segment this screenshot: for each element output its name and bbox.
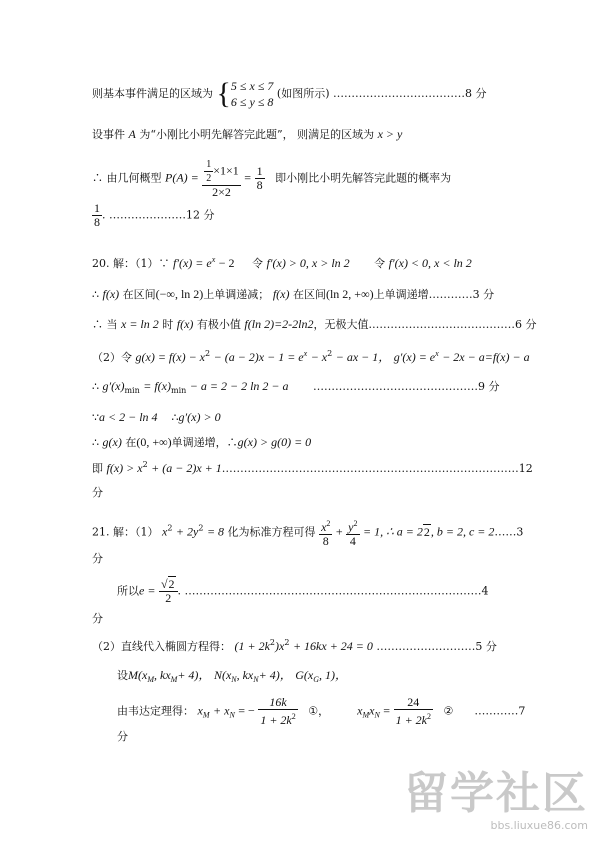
num-rest: ×1×1: [213, 163, 239, 178]
math: f′(x) < 0, x < ln 2: [388, 256, 472, 270]
num: 1: [256, 164, 263, 178]
text: ∴: [92, 380, 99, 393]
score: 5 分: [475, 640, 497, 653]
score: 12 分: [186, 208, 215, 222]
text: ∴ 由几何概型: [92, 171, 162, 185]
condition-line: [92, 410, 221, 425]
text: ，无极大值.: [313, 318, 373, 331]
den: 4: [349, 534, 356, 548]
fraction: [92, 202, 102, 229]
math: g′(x) > 0: [178, 410, 221, 424]
math: + 4)，: [177, 668, 211, 682]
math: − 2x − a=f(x) − a: [442, 350, 530, 364]
text: 设: [117, 669, 128, 682]
math: (−∞, ln 2): [155, 287, 204, 301]
subscript: min: [124, 386, 140, 395]
equals: =: [383, 703, 391, 718]
leader-dots: . …………………: [102, 208, 186, 222]
math: A: [128, 127, 136, 141]
math: M(x: [128, 668, 148, 682]
den: 8: [94, 215, 100, 229]
score-unit: 分: [92, 552, 103, 565]
text: 在区间: [122, 288, 156, 301]
math: a < 2 − ln 4: [99, 410, 158, 424]
den: 2×2: [212, 185, 231, 199]
num: y: [348, 520, 354, 534]
score: 3: [516, 525, 524, 539]
math: + 2y: [175, 524, 199, 539]
region-line: [92, 78, 487, 110]
text: 化为标准方程可得: [227, 525, 316, 539]
math: x: [162, 524, 168, 539]
math: x: [357, 703, 363, 718]
num: 16k: [258, 696, 297, 710]
eccentricity-line: [117, 578, 489, 605]
text: 有极小值: [196, 318, 241, 331]
math: g(x): [102, 435, 122, 449]
score-unit: 分: [92, 612, 103, 625]
text: 由韦达定理得：: [117, 704, 194, 718]
score: 4: [481, 584, 489, 598]
minimum-line: [92, 316, 537, 332]
score: 12: [518, 462, 533, 475]
text: ①，: [308, 704, 330, 718]
text: ∵: [92, 411, 99, 424]
math: G(x: [295, 668, 314, 682]
figure-note: (如图所示): [276, 87, 330, 100]
text: 即小刚比小明先解答完此题的概率为: [275, 171, 452, 185]
fraction: $\frac{√2}{2}$: [159, 578, 178, 605]
increasing-line: [92, 434, 311, 450]
math: − a = 2 − 2 ln 2 − a: [189, 379, 289, 393]
math: (ln 2, +∞): [325, 287, 374, 301]
fraction: [202, 158, 241, 199]
inequality-system: [231, 78, 274, 110]
probability-line: [92, 158, 451, 199]
math: = 1, ∴ a = 2: [363, 524, 423, 539]
text: 21. 解：（1）: [92, 525, 159, 539]
score: 7: [518, 704, 526, 718]
leader-dots: …………: [474, 704, 519, 718]
text: ∴ 当: [92, 318, 118, 331]
brace: {: [216, 77, 231, 110]
fraction: $\frac{y^2}{4}$: [348, 519, 358, 548]
q20-part2: （2）令 $g(x) = f(x) - x^2 - (a - 2)x - 1 = e^x - x^2$ − ax − 1， $g'(x) = e^x - 2x - a=f(x) - a$: [92, 349, 530, 364]
leader-dots: . ………………………………………………………………………: [177, 584, 482, 598]
watermark-logo: 留学社区: [404, 768, 588, 819]
math: f(x): [272, 287, 290, 301]
text: 上单调递增…………3 分: [373, 288, 495, 301]
text: ∴: [92, 436, 99, 449]
score-unit: 分: [92, 486, 103, 499]
text: （2）直线代入椭圆方程得：: [92, 640, 231, 653]
den: 8: [256, 178, 263, 192]
num: 1: [94, 201, 100, 215]
text: 令: [252, 257, 264, 270]
math: f(x): [102, 287, 120, 301]
plus: +: [335, 524, 343, 539]
score: 9 分: [478, 380, 500, 393]
math: + 4)，: [258, 668, 292, 682]
num: 24: [394, 696, 433, 710]
equals: =: [244, 170, 252, 185]
fraction: $\frac{24}{1 + 2k^2}$: [395, 695, 432, 727]
math: g′(x) = e: [393, 350, 436, 364]
math: f(ln 2)=2-2ln2: [244, 317, 314, 331]
leader-dots: …………………………………: [372, 318, 516, 331]
text: 在区间: [292, 288, 326, 301]
fraction: $\frac{16k}{1 + 2k^2}$: [260, 695, 296, 727]
math: x: [369, 703, 375, 718]
score: 8 分: [465, 87, 487, 100]
text: （2）令: [92, 351, 132, 364]
gprime-min-line: [92, 378, 500, 395]
points-line: 设$M(x_M$, $kx_M+ 4$)， $N(x_N$, $kx_N+ 4$)， $G(x_G$, 1)，: [117, 668, 347, 684]
den: 1 + 2k: [395, 713, 428, 727]
text: ∴: [92, 288, 99, 301]
sqrt: 2: [423, 524, 430, 539]
math: f′(x) = e: [173, 256, 212, 270]
den: 2: [206, 173, 212, 184]
den: 1 + 2k: [260, 713, 292, 727]
math: , b = 2, c = 2: [430, 524, 495, 539]
num: 1: [206, 159, 212, 170]
math: − ax − 1，: [335, 350, 391, 364]
math: f(x): [176, 317, 194, 331]
monotonic-line: [92, 286, 494, 302]
event-line: [92, 126, 402, 142]
math: , kx: [154, 668, 171, 682]
leader-dots: ………………………………: [333, 87, 465, 100]
text: ②: [443, 704, 454, 718]
text: 20. 解：（1）∵: [92, 257, 170, 270]
math: + x: [213, 703, 230, 718]
math: = −: [238, 703, 255, 718]
math: , kx: [236, 668, 254, 682]
math: , 1)，: [319, 668, 347, 682]
text: 为“小刚比小明先解答完此题”， 则满足的区域为: [139, 128, 375, 141]
fraction: [255, 165, 265, 192]
subscript: min: [171, 386, 187, 395]
q20-part1: [92, 255, 472, 271]
conclusion-line: 即 $f(x) > x^2 + (a - 2)x$ + 1………………………………………………………………………12: [92, 460, 533, 475]
text: 在: [125, 436, 137, 449]
math: )x: [275, 639, 285, 653]
score-unit: 分: [117, 730, 128, 743]
text: 单调递增，∴: [171, 436, 238, 449]
math: − x: [310, 350, 328, 364]
math: e =: [139, 583, 156, 598]
leader-dots: ……: [494, 525, 517, 539]
probability-result: [92, 202, 215, 229]
math: g′(x): [102, 379, 125, 393]
den: 2: [165, 591, 172, 605]
math: x: [211, 255, 216, 264]
math: x = ln 2: [121, 317, 159, 331]
math: P(A) =: [165, 170, 199, 185]
num: 2: [168, 577, 175, 591]
math: − 2: [218, 256, 235, 270]
text: 令: [374, 257, 386, 270]
watermark-url: bbs.liuxue86.com: [490, 819, 588, 832]
text: 时: [162, 318, 174, 331]
q21-part2: （2）直线代入椭圆方程得： $(1 + 2k^2)x^2 + 16kx + 24 = 0$ ………………………5 分: [92, 638, 497, 653]
math: x: [197, 703, 203, 718]
leader-dots: ………………………………………………………………………: [221, 462, 519, 475]
text: 即: [92, 462, 103, 475]
math: N(x: [213, 668, 232, 682]
score: 6 分: [515, 318, 537, 331]
math: = 8: [206, 524, 225, 539]
fraction: $\frac{x^2}{8}$: [321, 519, 331, 548]
watermark: [404, 757, 588, 832]
text: 则基本事件满足的区域为: [92, 87, 213, 100]
math: − (a − 2)x − 1 = e: [213, 350, 304, 364]
leader-dots: ………………………: [376, 640, 476, 653]
math: f(x) > x: [106, 461, 143, 475]
math: + (a − 2)x + 1: [151, 461, 222, 475]
vieta-line: 由韦达定理得： $x_M + x_N$ = − $\frac{16k}{1 + 2k^2}$ ①， $x_Mx_N$ = $\frac{24}{1 + 2k^2}$ ② …………7: [117, 695, 526, 727]
text: 设事件: [92, 128, 125, 141]
q21-part1: 21. 解：（1） $x^2 + 2y^2 = 8$ 化为标准方程可得 $\frac{x^2}{8}$ + $\frac{y^2}{4}$ = 1, ∴ a = 22, b = 2, c = 2……3: [92, 519, 524, 548]
math: (1 + 2k: [234, 639, 270, 653]
math: = f(x): [143, 379, 171, 393]
math: + 16kx + 24 = 0: [292, 639, 373, 653]
math: x > y: [377, 127, 403, 141]
math: g(x) = f(x) − x: [135, 350, 205, 364]
num: x: [321, 520, 327, 534]
math: f′(x) > 0, x > ln 2: [266, 256, 350, 270]
leader-dots: ………………………………………: [313, 380, 479, 393]
inequality-2: 6 ≤ y ≤ 8: [230, 95, 274, 109]
den: 8: [322, 534, 329, 548]
text: 所以: [117, 584, 139, 598]
math: (0, +∞): [136, 435, 172, 449]
text: ∴: [171, 411, 179, 424]
text: 上单调递减；: [203, 288, 270, 301]
math: g(x) > g(0) = 0: [237, 435, 312, 449]
inequality-1: 5 ≤ x ≤ 7: [230, 79, 274, 93]
